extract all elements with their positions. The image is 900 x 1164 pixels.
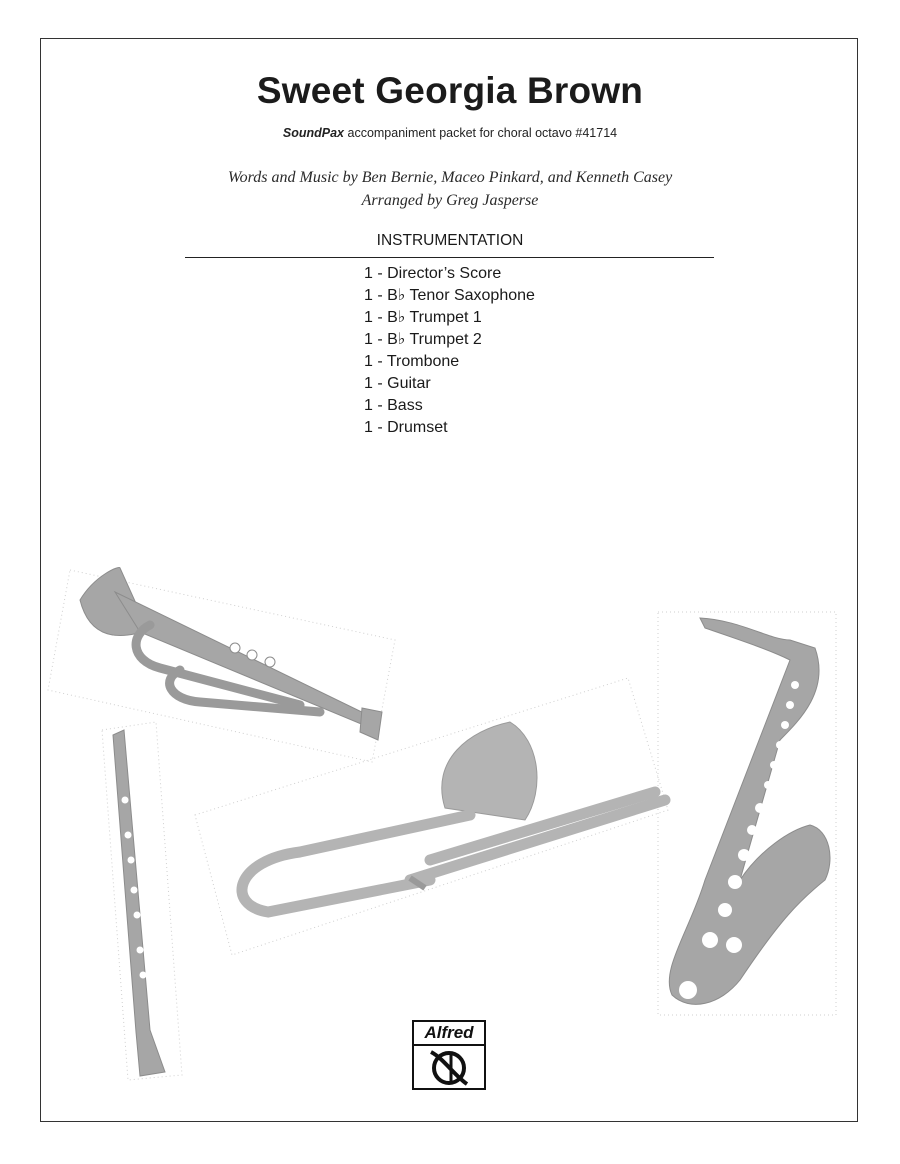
list-item: 1 - B♭ Trumpet 1 (364, 309, 482, 326)
list-item: 1 - B♭ Tenor Saxophone (364, 287, 535, 304)
trombone-icon (242, 722, 665, 912)
instrumentation-heading: INSTRUMENTATION (376, 232, 524, 249)
saxophone-icon (669, 618, 830, 1004)
alfred-logo-text: Alfred (414, 1022, 484, 1046)
list-item: 1 - Trombone (364, 353, 460, 370)
list-item: 1 - B♭ Trumpet 2 (364, 331, 482, 348)
subtitle-text: accompaniment packet for choral octavo #41714 (344, 126, 618, 140)
alfred-logo-mark-icon (421, 1048, 477, 1088)
page-title: Sweet Georgia Brown (256, 70, 644, 111)
clarinet-icon (113, 730, 165, 1076)
trumpet-icon (80, 567, 382, 740)
credits-arranger: Arranged by Greg Jasperse (361, 192, 539, 209)
list-item: 1 - Bass (364, 397, 423, 414)
credits-composers: Words and Music by Ben Bernie, Maceo Pinkard, and Kenneth Casey (227, 169, 673, 186)
list-item: 1 - Guitar (364, 375, 431, 392)
alfred-logo (412, 1020, 486, 1090)
list-item: 1 - Drumset (364, 419, 448, 436)
subtitle-brand: SoundPax (282, 126, 345, 140)
list-item: 1 - Director’s Score (364, 265, 502, 282)
